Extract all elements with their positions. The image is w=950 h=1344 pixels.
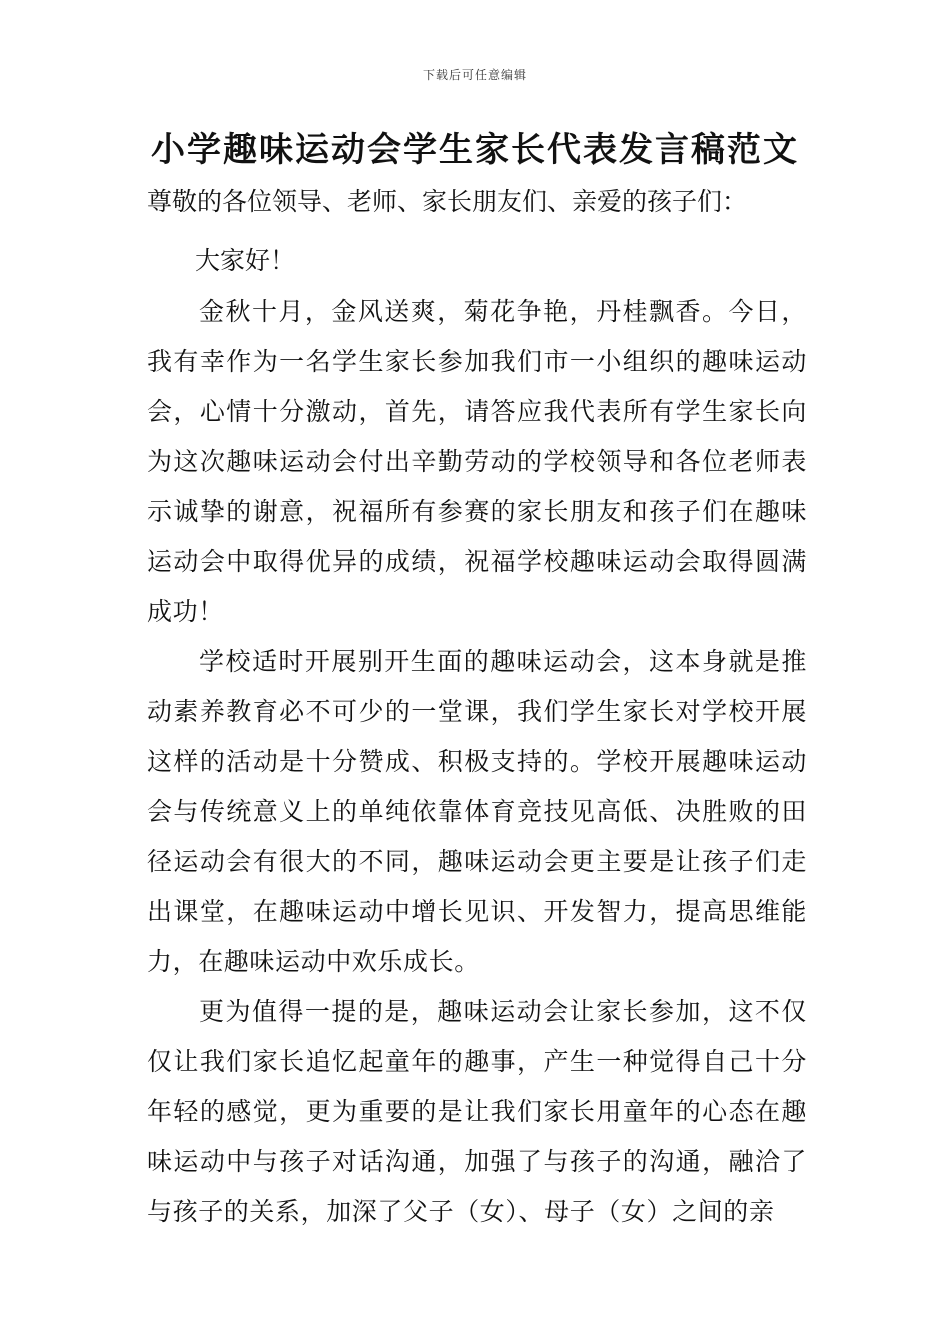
paragraph: 金秋十月，金风送爽，菊花争艳，丹桂飘香。今日，我有幸作为一名学生家长参加我们市一小组织的趣味运动会，心情十分激动，首先，请答应我代表所有学生家长向为这次趣味运动会付出辛勤劳动的学校领导和各位老师表示诚挚的谢意，祝福所有参赛的家长朋友和孩子们在趣味运动会中取得优异的成绩，祝福学校趣味运动会取得圆满成功！ bbox=[147, 297, 807, 626]
paragraph: 更为值得一提的是，趣味运动会让家长参加，这不仅仅让我们家长追忆起童年的趣事，产生一种觉得自己十分年轻的感觉，更为重要的是让我们家长用童年的心态在趣味运动中与孩子对话沟通，加强了与孩子的沟通，融洽了与孩子的关系，加深了父子（女）、母子（女）之间的亲 bbox=[147, 997, 807, 1226]
header-note: 下载后可任意编辑 bbox=[422, 68, 527, 82]
document-body bbox=[147, 177, 807, 1237]
paragraph: 学校适时开展别开生面的趣味运动会，这本身就是推动素养教育必不可少的一堂课，我们学生家长对学校开展这样的活动是十分赞成、积极支持的。学校开展趣味运动会与传统意义上的单纯依靠体育竞技见高低、决胜败的田径运动会有很大的不同，趣味运动会更主要是让孩子们走出课堂，在趣味运动中增长见识、开发智力，提高思维能力，在趣味运动中欢乐成长。 bbox=[147, 647, 807, 976]
document-title: 小学趣味运动会学生家长代表发言稿范文 bbox=[151, 130, 799, 170]
salutation: 尊敬的各位领导、老师、家长朋友们、亲爱的孩子们： bbox=[147, 187, 748, 216]
greeting: 大家好！ bbox=[195, 246, 296, 275]
